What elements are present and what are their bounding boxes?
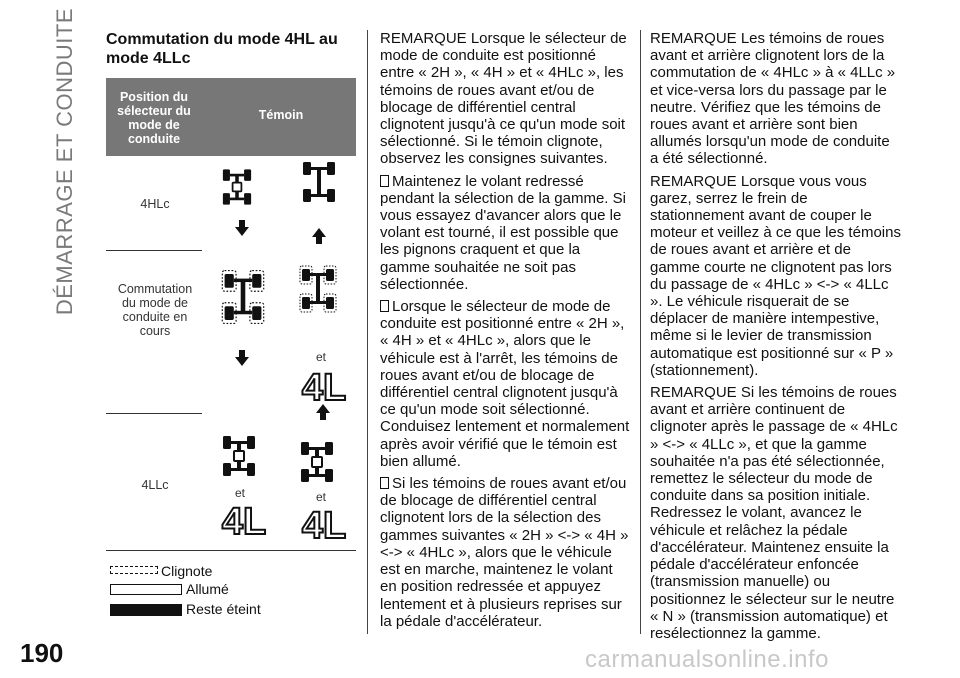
note-bullet-icon — [380, 300, 389, 312]
svg-text:4L: 4L — [301, 367, 347, 404]
watermark: carmanualsonline.info — [585, 646, 829, 673]
wheel-drive-indicator-icon — [222, 430, 256, 482]
column-divider — [640, 30, 641, 634]
and-label: et — [316, 350, 327, 364]
svg-text:4L: 4L — [301, 505, 347, 542]
remark-paragraph: REMARQUE Lorsque le sélecteur de mode de conduite est positionné entre « 2H », « 4H » et « 4HLc », les témoins de roues avant et/ou de blocage de différentiel central clignotent jusqu'à ce qu'un mode soit sélectionné. Si le témoin clignote, observez les consignes suivantes. — [380, 30, 627, 168]
arrow-down-icon — [235, 350, 249, 366]
4l-indicator-icon — [300, 366, 348, 404]
legend-on-swatch — [110, 584, 182, 595]
table-bottom-rule — [106, 550, 356, 551]
arrow-down-icon — [235, 220, 249, 236]
row-divider — [106, 250, 202, 251]
arrow-up-icon — [316, 404, 330, 420]
legend-on-label: Allumé — [186, 581, 229, 597]
row-label-4hlc: 4HLc — [140, 197, 170, 211]
4l-indicator-icon — [300, 504, 348, 542]
4l-indicator-icon — [220, 500, 268, 538]
arrow-up-icon — [312, 228, 326, 244]
column-3-text — [650, 30, 902, 647]
wheel-drive-indicator-icon — [302, 160, 336, 204]
table-header-indicator: Témoin — [258, 108, 304, 122]
page-number: 190 — [20, 638, 64, 668]
remark-paragraph: REMARQUE Les témoins de roues avant et arrière clignotent lors de la commutation de « 4HLc » à « 4LLc » et vice-versa lors du passage par le neutre. Vérifiez que les témoins de roues avant et arrière sont bien allumés lorsqu'un mode de conduite a été sélectionné. — [650, 30, 896, 168]
legend-off-label: Reste éteint — [186, 601, 261, 617]
blinking-wheel-lock-icon — [220, 262, 266, 332]
svg-text:4L: 4L — [221, 501, 267, 538]
column-2-text — [380, 30, 632, 635]
row-divider — [106, 413, 202, 414]
bullet-paragraph: Lorsque le sélecteur de mode de conduite est positionné entre « 2H », « 4H » et « 4HLc », alors que le véhicule est à l'arrêt, les témoins de roues avant et/ou de blocage de différentiel central clignotent jusqu'à ce qu'un mode soit sélectionné. Conduisez lentement et normalement après avoir vérifié que le témoin est bien allumé. — [380, 298, 630, 470]
note-bullet-icon — [380, 175, 389, 187]
wheel-lock-indicator-icon — [300, 435, 334, 489]
row-label-switching: Commutation du mode de conduite en cours — [117, 282, 193, 338]
column-divider — [367, 30, 368, 634]
bullet-paragraph: Maintenez le volant redressé pendant la sélection de la gamme. Si vous essayez d'avancer alors que le volant est tourné, il est possible que les pignons craquent et que la gamme souhaitée ne soit pas sélectionnée. — [380, 172, 626, 293]
legend-blinking-swatch — [110, 566, 158, 574]
section-side-title: DÉMARRAGE ET CONDUITE — [52, 8, 77, 316]
row-label-4llc: 4LLc — [141, 478, 169, 492]
note-bullet-icon — [380, 477, 389, 489]
blinking-wheel-drive-icon — [298, 264, 338, 314]
table-header-selector-position: Position du sélecteur du mode de conduite — [117, 90, 191, 146]
remark-paragraph: REMARQUE Lorsque vous vous garez, serrez le frein de stationnement avant de couper le moteur et veillez à ce que les témoins de roues avant et arrière et de gamme courte ne clignotent pas lors du passage de « 4HLc » <-> « 4LLc ». Le véhicule risquerait de se déplacer de manière intempestive, même si le levier de transmission automatique est positionné sur « P » (stationnement). — [650, 172, 901, 379]
wheel-lock-indicator-icon — [222, 160, 252, 214]
table-header — [106, 78, 356, 156]
section-heading: Commutation du mode 4HL au mode 4LLc — [106, 31, 338, 67]
legend-off-swatch — [110, 604, 182, 616]
and-label: et — [316, 490, 327, 504]
remark-paragraph: REMARQUE Si les témoins de roues avant et arrière continuent de clignoter après le passage de « 4HLc » <-> « 4LLc », et que la gamme souhaitée n'a pas été sélectionnée, remettez le sélecteur du mode de conduite dans sa position initiale. Redressez le volant, avancez le véhicule et relâchez la pédale d'accélérateur. Maintenez ensuite la pédale d'accélérateur enfoncée (transmission manuelle) ou positionnez le sélecteur sur le neutre « N » (transmission automatique) et resélectionnez la gamme. — [650, 384, 898, 642]
legend-blinking-label: Clignote — [161, 563, 213, 579]
and-label: et — [235, 486, 246, 500]
bullet-paragraph: Si les témoins de roues avant et/ou de blocage de différentiel central clignotent lors de la sélection des gammes suivantes « 2H » <-> « 4H » <-> « 4HLc », alors que le véhicule est en marche, maintenez le volant en position redressée et appuyez lentement et à plusieurs reprises sur la pédale d'accélérateur. — [380, 475, 629, 630]
